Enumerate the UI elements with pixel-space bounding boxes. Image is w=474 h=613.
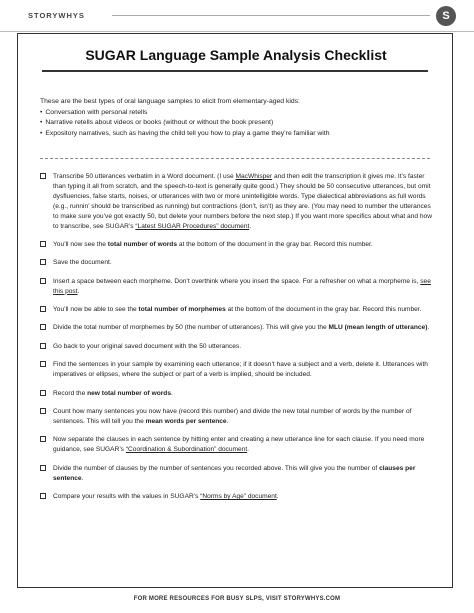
checkbox[interactable]	[40, 436, 46, 442]
checkbox[interactable]	[40, 408, 46, 414]
intro-lead: These are the best types of oral language samples to elicit from elementary-aged kids:	[40, 98, 300, 105]
checklist-item: Insert a space between each morpheme. Don’t overthink where you insert the space. For a refresher on what a morpheme is, see this post.	[40, 277, 435, 297]
intro-bullet: • Narrative retells about videos or books (without or without the book present)	[40, 118, 435, 129]
sugar-procedures-link[interactable]: “Latest SUGAR Procedures” document	[135, 222, 250, 230]
checklist-item: Divide the total number of morphemes by 50 (the number of utterances). This will give you the MLU (mean length of utterance).	[40, 323, 435, 333]
checklist-item: Compare your results with the values in SUGAR’s “Norms by Age” document.	[40, 492, 435, 502]
header-divider	[112, 15, 430, 16]
checklist-frame	[17, 33, 453, 588]
checklist-items	[40, 172, 435, 510]
checkbox[interactable]	[40, 361, 46, 367]
checklist-item: Go back to your original saved document with the 50 utterances.	[40, 342, 435, 352]
coordination-subordination-link[interactable]: “Coordination & Subordination” document	[125, 446, 248, 454]
header-bar	[0, 0, 474, 32]
checkbox[interactable]	[40, 259, 46, 265]
checklist-item: Find the sentences in your sample by examining each utterance; if it doesn’t have a subject and a verb, delete it. Utterances with imperatives or ellipses, where the subject or part of a verb is implied, should be included.	[40, 360, 435, 380]
intro-bullet: • Conversation with personal retells	[40, 108, 435, 119]
title-rule	[42, 70, 428, 72]
checkbox[interactable]	[40, 241, 46, 247]
macwhisper-link[interactable]: MacWhisper	[235, 173, 273, 180]
checkbox[interactable]	[40, 390, 46, 396]
intro-bullet-list	[40, 108, 435, 140]
checklist-item: Save the document.	[40, 258, 435, 268]
checklist-item: Divide the number of clauses by the number of sentences you recorded above. This will give you the number of clauses per sentence.	[40, 464, 435, 484]
footer-text: FOR MORE RESOURCES FOR BUSY SLPS, VISIT STORYWHYS.COM	[133, 596, 341, 602]
checkbox[interactable]	[40, 306, 46, 312]
checkbox[interactable]	[40, 465, 46, 471]
dotted-divider	[40, 158, 430, 159]
storywhys-logo-icon: S	[436, 6, 456, 26]
checklist-item: Record the new total number of words.	[40, 389, 435, 399]
checklist-item: Transcribe 50 utterances verbatim in a Word document. (I use MacWhisper and then edit the transcription it gives me. It’s faster than typing it all from scratch, and the speech-to-text is generally quite good.) They should be 50 consecutive utterances, but omit dysfluencies, false starts, noises, or utterances with two or more unintelligible words. Type dialectical abbreviations as full words (e.g., runnin’ should be transcribed as running) but contractions (don’t, isn’t) as they are. (You may need to number the utterances to make sure you’ve got exactly 50, but delete your numbers before the next step.) If you want more specifics about what and how to transcribe, see SUGAR’s “Latest SUGAR Procedures” document.	[40, 172, 435, 231]
checklist-item: You’ll now see the total number of words at the bottom of the document in the gray bar. Record this number.	[40, 240, 435, 250]
checkbox[interactable]	[40, 493, 46, 499]
intro-section	[40, 97, 435, 139]
checkbox[interactable]	[40, 324, 46, 330]
checkbox[interactable]	[40, 278, 46, 284]
checklist-item: Now separate the clauses in each sentence by hitting enter and creating a new utterance line for each clause. If you need more guidance, see SUGAR’s “Coordination & Subordination” document.	[40, 435, 435, 455]
norms-by-age-link[interactable]: “Norms by Age” document	[200, 492, 277, 500]
page-title: SUGAR Language Sample Analysis Checklist	[85, 47, 387, 63]
intro-bullet: • Expository narratives, such as having the child tell you how to play a game they’re familiar with	[40, 129, 435, 140]
checkbox[interactable]	[40, 343, 46, 349]
checkbox[interactable]	[40, 173, 46, 179]
checklist-item: Count how many sentences you now have (record this number) and divide the new total number of words by the number of sentences. This will tell you the mean words per sentence.	[40, 407, 435, 427]
brand-name: STORYWHYS	[28, 11, 85, 20]
morpheme-post-link[interactable]: see this post	[53, 277, 431, 295]
checklist-item: You’ll now be able to see the total number of morphemes at the bottom of the document in the gray bar. Record this number.	[40, 305, 435, 315]
